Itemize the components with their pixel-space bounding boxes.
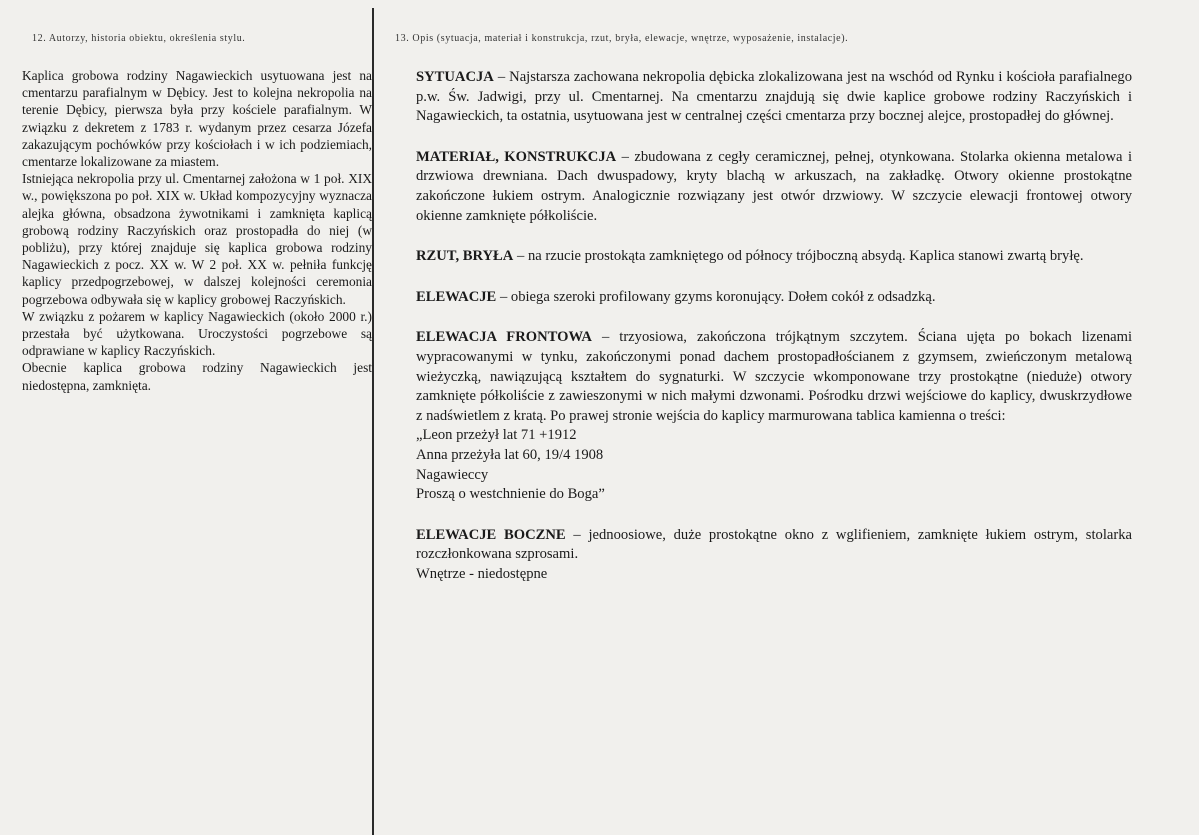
section-heading: ELEWACJE: [416, 288, 497, 305]
left-column: [22, 0, 372, 835]
history-text: [22, 67, 372, 394]
section-heading: MATERIAŁ, KONSTRUKCJA: [416, 148, 617, 165]
section-heading: ELEWACJA FRONTOWA: [416, 329, 592, 346]
section-heading: RZUT, BRYŁA: [416, 248, 514, 265]
section-elewacja-frontowa: ELEWACJA FRONTOWA – trzyosiowa, zakończona trójkątnym szczytem. Ściana ujęta po bokach lizenami wypracowanymi w tynku, zakończonymi ponad dachem prostopadłościanem z gzymsem, zwieńczonym metalową wieżyczką, nawiązującą kształtem do sygnaturki. W szczycie wkomponowane trzy prostokątne (nieduże) otwory zamknięte półkoliście z zawieszonymi w nich małymi dzwonami. Pośrodku drzwi wejściowe do kaplicy, dwuskrzydłowe z nadświetlem z kratą. Po prawej stronie wejścia do kaplicy marmurowana tablica kamienna o treści: „Leon przeżył lat 71 +1912 Anna przeżyła lat 60, 19/4 1908 Nagawieccy Proszą o westchnienie do Boga”: [416, 328, 1132, 504]
section-body: jednoosiowe, duże prostokątne okno z wglifieniem, zamknięte łukiem ostrym, stolarka rozczłonkowana szprosami.: [416, 526, 1132, 563]
history-paragraph: Kaplica grobowa rodziny Nagawieckich usytuowana jest na cmentarzu parafialnym w Dębicy. Jest to kolejna nekropolia na terenie Dębicy, pierwsza była przy kościele parafialnym. W związku z dekretem z 1783 r. wydanym przez cesarza Józefa zakazującym pochówków przy kościołach i w ich podziemiach, cmentarze lokalizowane za miastem.: [22, 68, 372, 170]
inscription-line: Proszą o westchnienie do Boga”: [416, 486, 605, 503]
section-body: obiega szeroki profilowany gzyms koronujący. Dołem cokół z odsadzką.: [510, 288, 936, 305]
column-divider: [372, 8, 374, 835]
section-body: na rzucie prostokąta zamkniętego od północy trójboczną absydą. Kaplica stanowi zwartą bryłę.: [527, 248, 1084, 265]
inscription-line: Nagawieccy: [416, 466, 489, 483]
section-elewacje: ELEWACJE – obiega szeroki profilowany gzyms koronujący. Dołem cokół z odsadzką.: [416, 288, 936, 305]
section-body: Najstarsza zachowana nekropolia dębicka zlokalizowana jest na wschód od Rynku i kościoła parafialnego p.w. Św. Jadwigi, przy ul. Cmentarnej. Na cmentarzu znajdują się dwie kaplice grobowe rodziny Raczyńskich i Nagawieckich, ta ostatnia, usytuowana jest w centralnej części cmentarza przy bocznej alejce, prostopadłej do głównej.: [416, 69, 1132, 125]
section-material: MATERIAŁ, KONSTRUKCJA – zbudowana z cegły ceramicznej, pełnej, otynkowana. Stolarka okienna metalowa i drzwiowa drewniana. Dach dwuspadowy, kryty blachą w arkuszach, na zakładkę. Otwory okienne prostokątne zakończone łukiem ostrym. Analogicznie rozwiązany jest otwór drzwiowy. W szczycie elewacji frontowej otwory okienne zamknięte półkoliście.: [416, 148, 1132, 224]
section-body: trzyosiowa, zakończona trójkątnym szczytem. Ściana ujęta po bokach lizenami wypracowanymi w tynku, zakończonymi ponad dachem prostopadłościanem z gzymsem, zwieńczonym metalową wieżyczką, nawiązującą kształtem do sygnaturki. W szczycie wkomponowane trzy prostokątne (nieduże) otwory zamknięte półkoliście z zawieszonymi w nich małymi dzwonami. Pośrodku drzwi wejściowe do kaplicy, dwuskrzydłowe z nadświetlem z kratą. Po prawej stronie wejścia do kaplicy marmurowana tablica kamienna o treści:: [416, 329, 1133, 424]
section-elewacje-boczne: ELEWACJE BOCZNE – jednoosiowe, duże prostokątne okno z wglifieniem, zamknięte łukiem ostrym, stolarka rozczłonkowana szprosami. Wnętrze - niedostępne: [416, 526, 1132, 585]
section-rzut: RZUT, BRYŁA – na rzucie prostokąta zamkniętego od północy trójboczną absydą. Kaplica stanowi zwartą bryłę.: [416, 248, 1084, 265]
right-column: [395, 0, 1185, 835]
inscription-line: „Leon przeżył lat 71 +1912: [416, 427, 577, 444]
left-section-header: 12. Autorzy, historia obiektu, określenia stylu.: [32, 33, 246, 44]
section-heading: ELEWACJE BOCZNE: [416, 526, 566, 543]
inscription: [416, 426, 1132, 504]
inscription-line: Anna przeżyła lat 60, 19/4 1908: [416, 446, 604, 463]
description-text: [416, 68, 1132, 605]
right-section-header: 13. Opis (sytuacja, materiał i konstrukcja, rzut, bryła, elewacje, wnętrze, wyposażenie, instalacje).: [395, 33, 849, 44]
section-heading: SYTUACJA: [416, 69, 494, 85]
history-paragraph: Istniejąca nekropolia przy ul. Cmentarnej założona w 1 poł. XIX w., powiększona po poł. XIX w. Układ kompozycyjny wyznacza alejka główna, obsadzona żywotnikami i zamknięta kaplicą grobową rodziny Raczyńskich oraz prostopadła do niej (w pobliżu), przy której znajduje się kaplica grobowa rodziny Nagawieckich z pocz. XX w. W 2 poł. XX w. pełniła funkcję kaplicy przedpogrzebowej, w dalszej kolejności ceremonia pogrzebowa odbywała się w kaplicy grobowej Raczyńskich.: [22, 171, 372, 307]
section-body: zbudowana z cegły ceramicznej, pełnej, otynkowana. Stolarka okienna metalowa i drzwiowa drewniana. Dach dwuspadowy, kryty blachą w arkuszach, na zakładkę. Otwory okienne prostokątne zakończone łukiem ostrym. Analogicznie rozwiązany jest otwór drzwiowy. W szczycie elewacji frontowej otwory okienne zamknięte półkoliście.: [416, 148, 1132, 224]
interior-note: Wnętrze - niedostępne: [416, 565, 548, 582]
history-paragraph: Obecnie kaplica grobowa rodziny Nagawieckich jest niedostępna, zamknięta.: [22, 360, 372, 393]
section-sytuacja: SYTUACJA – Najstarsza zachowana nekropolia dębicka zlokalizowana jest na wschód od Rynku i kościoła parafialnego p.w. Św. Jadwigi, przy ul. Cmentarnej. Na cmentarzu znajdują się dwie kaplice grobowe rodziny Raczyńskich i Nagawieckich, ta ostatnia, usytuowana jest w centralnej części cmentarza przy bocznej alejce, prostopadłej do głównej.: [416, 69, 1132, 125]
history-paragraph: W związku z pożarem w kaplicy Nagawieckich (około 2000 r.) przestała być użytkowana. Uroczystości pogrzebowe są odprawiane w kaplicy Raczyńskich.: [22, 308, 372, 359]
